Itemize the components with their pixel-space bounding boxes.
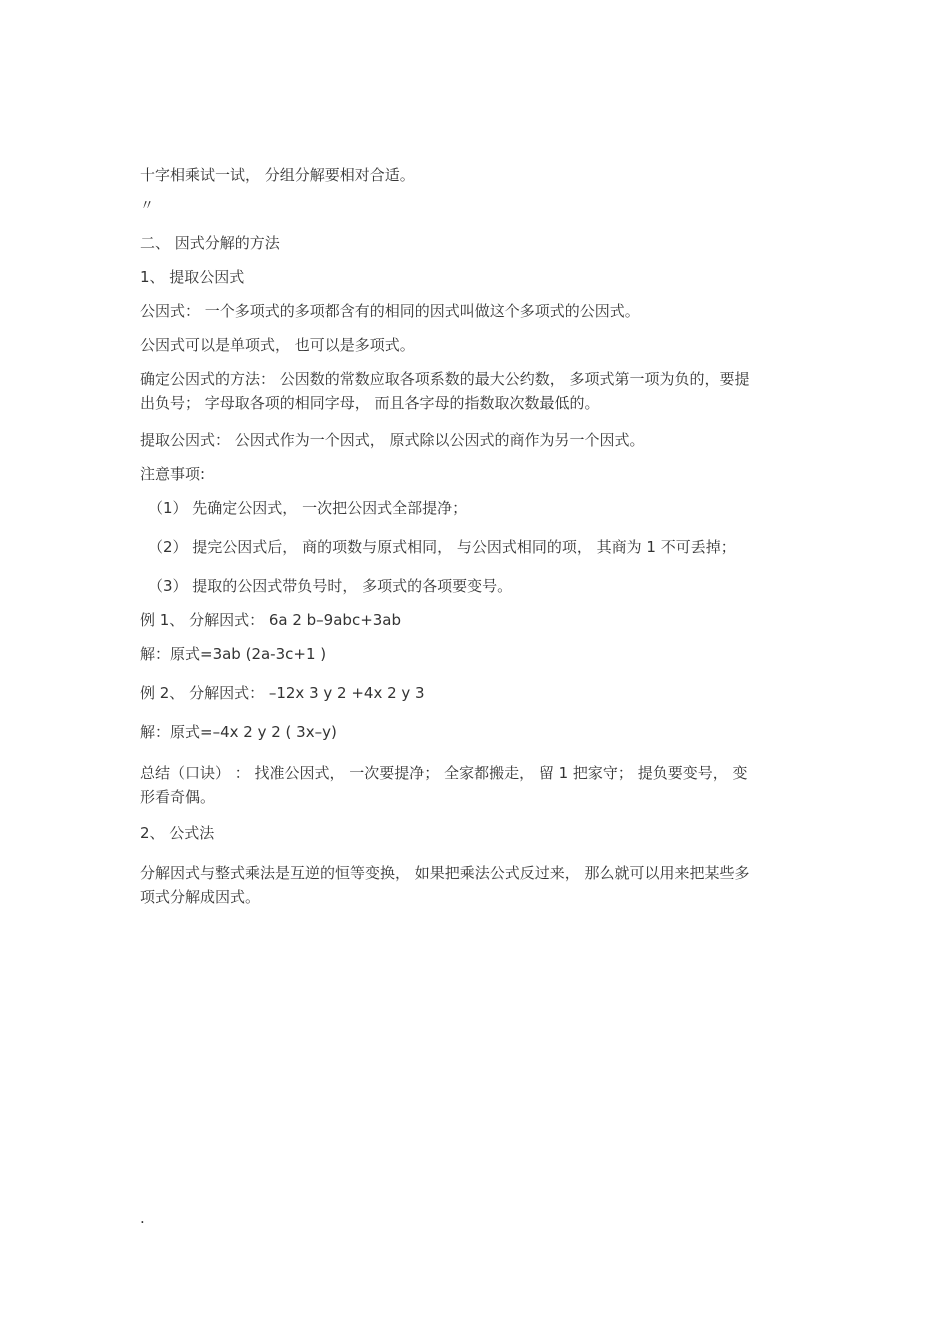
extract-paragraph: 提取公因式： 公因式作为一个因式， 原式除以公因式的商作为另一个因式。 — [140, 431, 645, 449]
note-item-2: （2） 提完公因式后， 商的项数与原式相同， 与公因式相同的项， 其商为 1 不可丢掉； — [148, 538, 736, 556]
common-factor-kinds: 公因式可以是单项式， 也可以是多项式。 — [140, 336, 415, 354]
text-line-mnemonic: 十字相乘试一试， 分组分解要相对合适。 — [140, 166, 415, 184]
example-2: 例 2、 分解因式： –12x 3 y 2 +4x 2 y 3 — [140, 684, 425, 702]
summary-line-1: 总结（口诀） ： 找准公因式， 一次要提净； 全家都搬走， 留 1 把家守； 提负要变号， 变 — [140, 764, 748, 782]
note-item-1: （1） 先确定公因式， 一次把公因式全部提净； — [148, 499, 468, 517]
formula-paragraph-line-2: 项式分解成因式。 — [140, 888, 261, 906]
solution-1: 解：原式=3ab (2a-3c+1 ) — [140, 645, 327, 663]
quote-mark: 〃 — [140, 198, 154, 214]
formula-paragraph-line-1: 分解因式与整式乘法是互逆的恒等变换， 如果把乘法公式反过来， 那么就可以用来把某些多 — [140, 864, 750, 882]
solution-2: 解：原式=–4x 2 y 2 ( 3x–y) — [140, 723, 337, 741]
subsection-heading-extract: 1、 提取公因式 — [140, 268, 245, 286]
method-paragraph-line-2: 出负号； 字母取各项的相同字母， 而且各字母的指数取次数最低的。 — [140, 394, 600, 412]
document-page — [140, 0, 800, 1344]
definition-common-factor: 公因式： 一个多项式的多项都含有的相同的因式叫做这个多项式的公因式。 — [140, 302, 640, 320]
method-paragraph-line-1: 确定公因式的方法： 公因数的常数应取各项系数的最大公约数， 多项式第一项为负的，要提 — [140, 370, 750, 388]
notes-title: 注意事项: — [140, 465, 206, 483]
footer-dot: . — [140, 1209, 145, 1227]
summary-line-2: 形看奇偶。 — [140, 788, 216, 806]
section-heading-methods: 二、 因式分解的方法 — [140, 234, 280, 252]
example-1: 例 1、 分解因式： 6a 2 b–9abc+3ab — [140, 611, 402, 629]
note-item-3: （3） 提取的公因式带负号时， 多项式的各项要变号。 — [148, 577, 513, 595]
subsection-heading-formula: 2、 公式法 — [140, 824, 215, 842]
